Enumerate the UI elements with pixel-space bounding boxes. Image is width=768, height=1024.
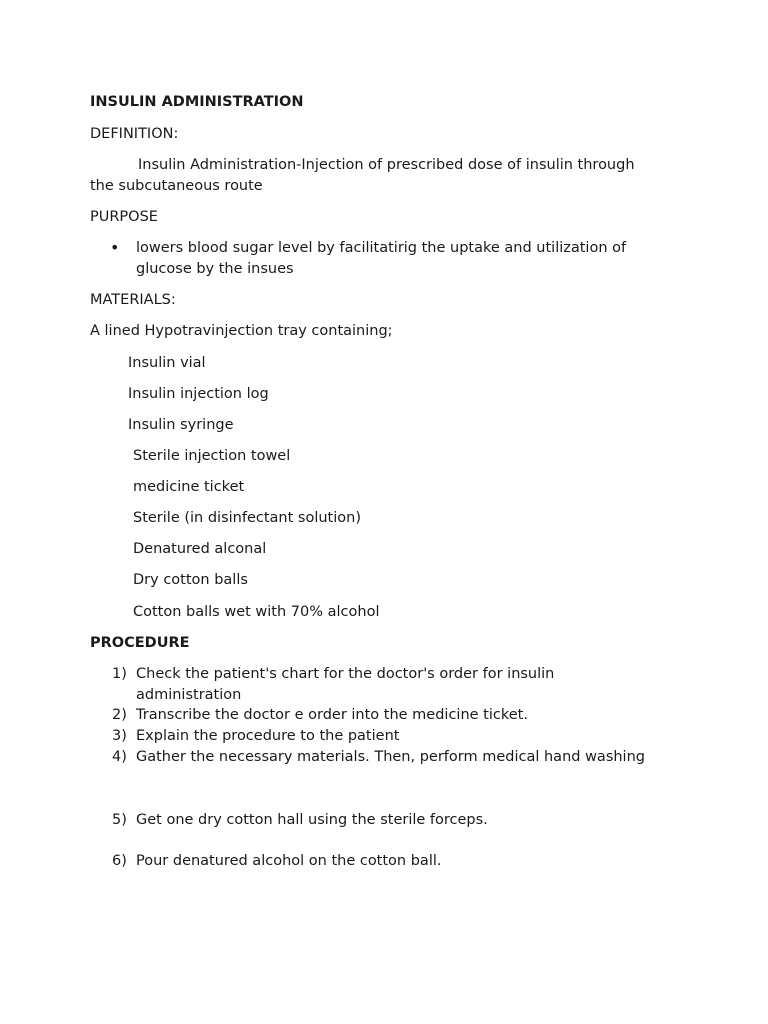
procedure-step-text: Transcribe the doctor e order into the medicine ticket. bbox=[136, 707, 528, 723]
definition-text-line-1: Insulin Administration-Injection of prescribed dose of insulin through bbox=[138, 157, 635, 173]
materials-intro: A lined Hypotravinjection tray containing; bbox=[90, 323, 393, 339]
procedure-heading: PROCEDURE bbox=[90, 635, 190, 651]
purpose-heading: PURPOSE bbox=[90, 209, 158, 225]
material-item: Cotton balls wet with 70% alcohol bbox=[133, 604, 380, 620]
procedure-step-number: 1) bbox=[112, 666, 127, 682]
purpose-text-line-2: glucose by the insues bbox=[136, 261, 294, 277]
material-item: medicine ticket bbox=[133, 479, 245, 495]
material-item: Insulin vial bbox=[128, 355, 206, 371]
materials-heading: MATERIALS: bbox=[90, 292, 176, 308]
procedure-step-text: administration bbox=[136, 687, 242, 703]
procedure-step-number: 2) bbox=[112, 707, 127, 723]
document-title: INSULIN ADMINISTRATION bbox=[90, 94, 304, 110]
material-item: Sterile injection towel bbox=[133, 448, 291, 464]
procedure-step-text: Check the patient's chart for the doctor's order for insulin bbox=[136, 666, 555, 682]
procedure-step-number: 5) bbox=[112, 812, 127, 828]
purpose-text-line-1: lowers blood sugar level by facilitatirig the uptake and utilization of bbox=[136, 240, 627, 256]
procedure-step-number: 4) bbox=[112, 749, 127, 765]
definition-heading: DEFINITION: bbox=[90, 126, 179, 142]
bullet-marker: • bbox=[110, 238, 120, 257]
material-item: Insulin injection log bbox=[128, 386, 269, 402]
definition-text-line-2: the subcutaneous route bbox=[90, 178, 263, 194]
procedure-step-number: 6) bbox=[112, 853, 127, 869]
procedure-step-number: 3) bbox=[112, 728, 127, 744]
material-item: Sterile (in disinfectant solution) bbox=[133, 510, 361, 526]
material-item: Dry cotton balls bbox=[133, 572, 248, 588]
procedure-step-text: Get one dry cotton hall using the sterile forceps. bbox=[136, 812, 488, 828]
material-item: Insulin syringe bbox=[128, 417, 234, 433]
procedure-step-text: Pour denatured alcohol on the cotton ball. bbox=[136, 853, 442, 869]
procedure-step-text: Explain the procedure to the patient bbox=[136, 728, 400, 744]
procedure-step-text: Gather the necessary materials. Then, perform medical hand washing bbox=[136, 749, 645, 765]
material-item: Denatured alconal bbox=[133, 541, 267, 557]
